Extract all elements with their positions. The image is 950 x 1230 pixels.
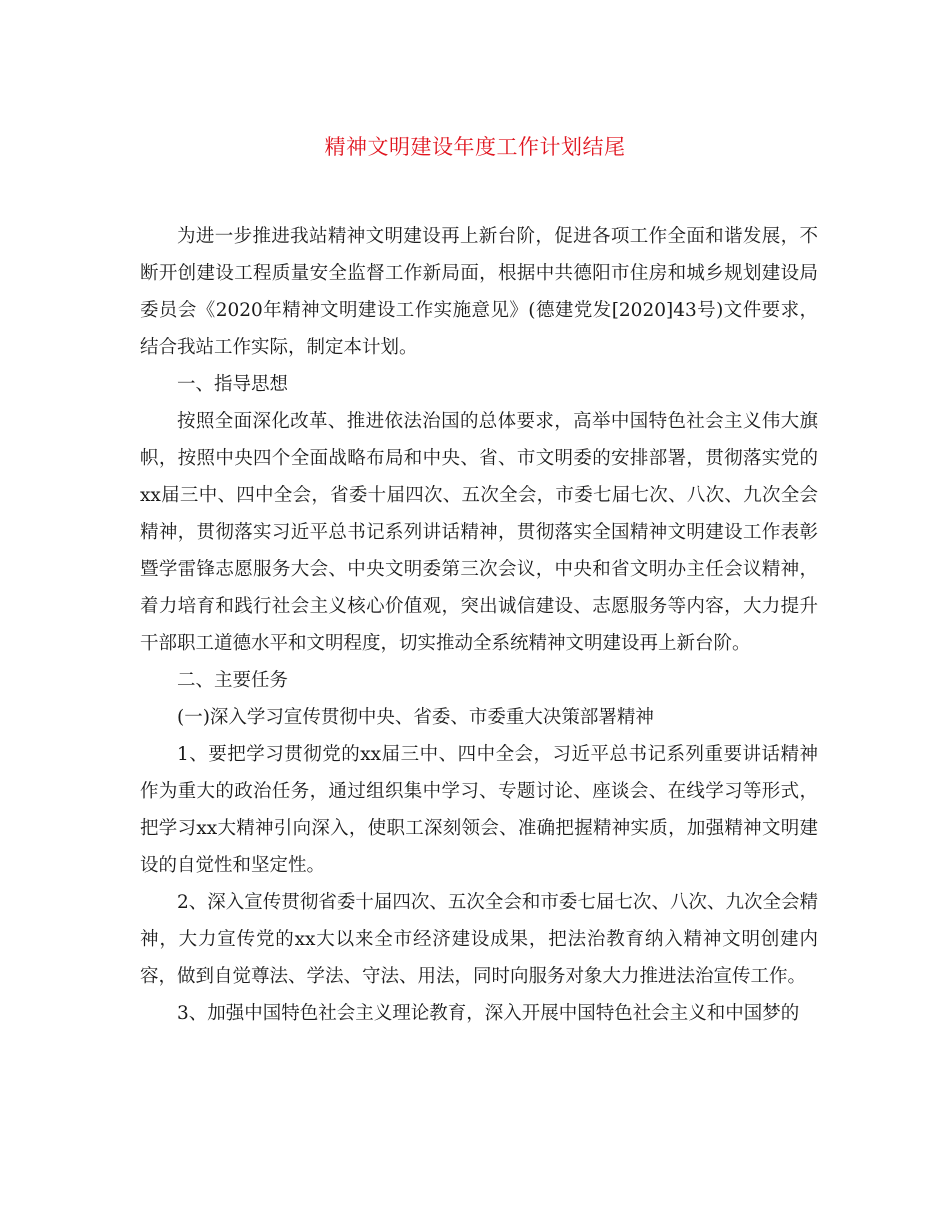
guiding-ideology-paragraph: 按照全面深化改革、推进依法治国的总体要求，高举中国特色社会主义伟大旗帜，按照中央四个全面战略布局和中央、省、市文明委的安排部署，贯彻落实党的xx届三中、四中全会，省委十届四次、五次全会，市委七届七次、八次、九次全会精神，贯彻落实习近平总书记系列讲话精神，贯彻落实全国精神文明建设工作表彰暨学雷锋志愿服务大会、中央文明委第三次会议，中央和省文明办主任会议精神，着力培育和践行社会主义核心价值观，突出诚信建设、志愿服务等内容，大力提升干部职工道德水平和文明程度，切实推动全系统精神文明建设再上新台阶。 xyxy=(140,411,818,654)
task-item-2: 2、深入宣传贯彻省委十届四次、五次全会和市委七届七次、八次、九次全会精神，大力宣传党的xx大以来全市经济建设成果，把法治教育纳入精神文明创建内容，做到自觉尊法、学法、守法、用法，同时向服务对象大力推进法治宣传工作。 xyxy=(140,892,818,987)
document-body xyxy=(140,218,818,1032)
task-item-3: 3、加强中国特色社会主义理论教育，深入开展中国特色社会主义和中国梦的 xyxy=(177,1003,800,1024)
task-item-1: 1、要把学习贯彻党的xx届三中、四中全会，习近平总书记系列重要讲话精神作为重大的政治任务，通过组织集中学习、专题讨论、座谈会、在线学习等形式，把学习xx大精神引向深入，使职工深刻领会、准确把握精神实质，加强精神文明建设的自觉性和坚定性。 xyxy=(140,744,818,876)
section-heading-main-tasks: 二、主要任务 xyxy=(177,670,289,691)
section-heading-guiding-ideology: 一、指导思想 xyxy=(177,374,289,395)
intro-paragraph: 为进一步推进我站精神文明建设再上新台阶，促进各项工作全面和谐发展，不断开创建设工程质量安全监督工作新局面，根据中共德阳市住房和城乡规划建设局委员会《2020年精神文明建设工作实施意见》(德建党发[2020]43号)文件要求，结合我站工作实际，制定本计划。 xyxy=(140,226,818,358)
document-title: 精神文明建设年度工作计划结尾 xyxy=(324,135,626,159)
subsection-heading-study-promote: (一)深入学习宣传贯彻中央、省委、市委重大决策部署精神 xyxy=(177,707,654,728)
